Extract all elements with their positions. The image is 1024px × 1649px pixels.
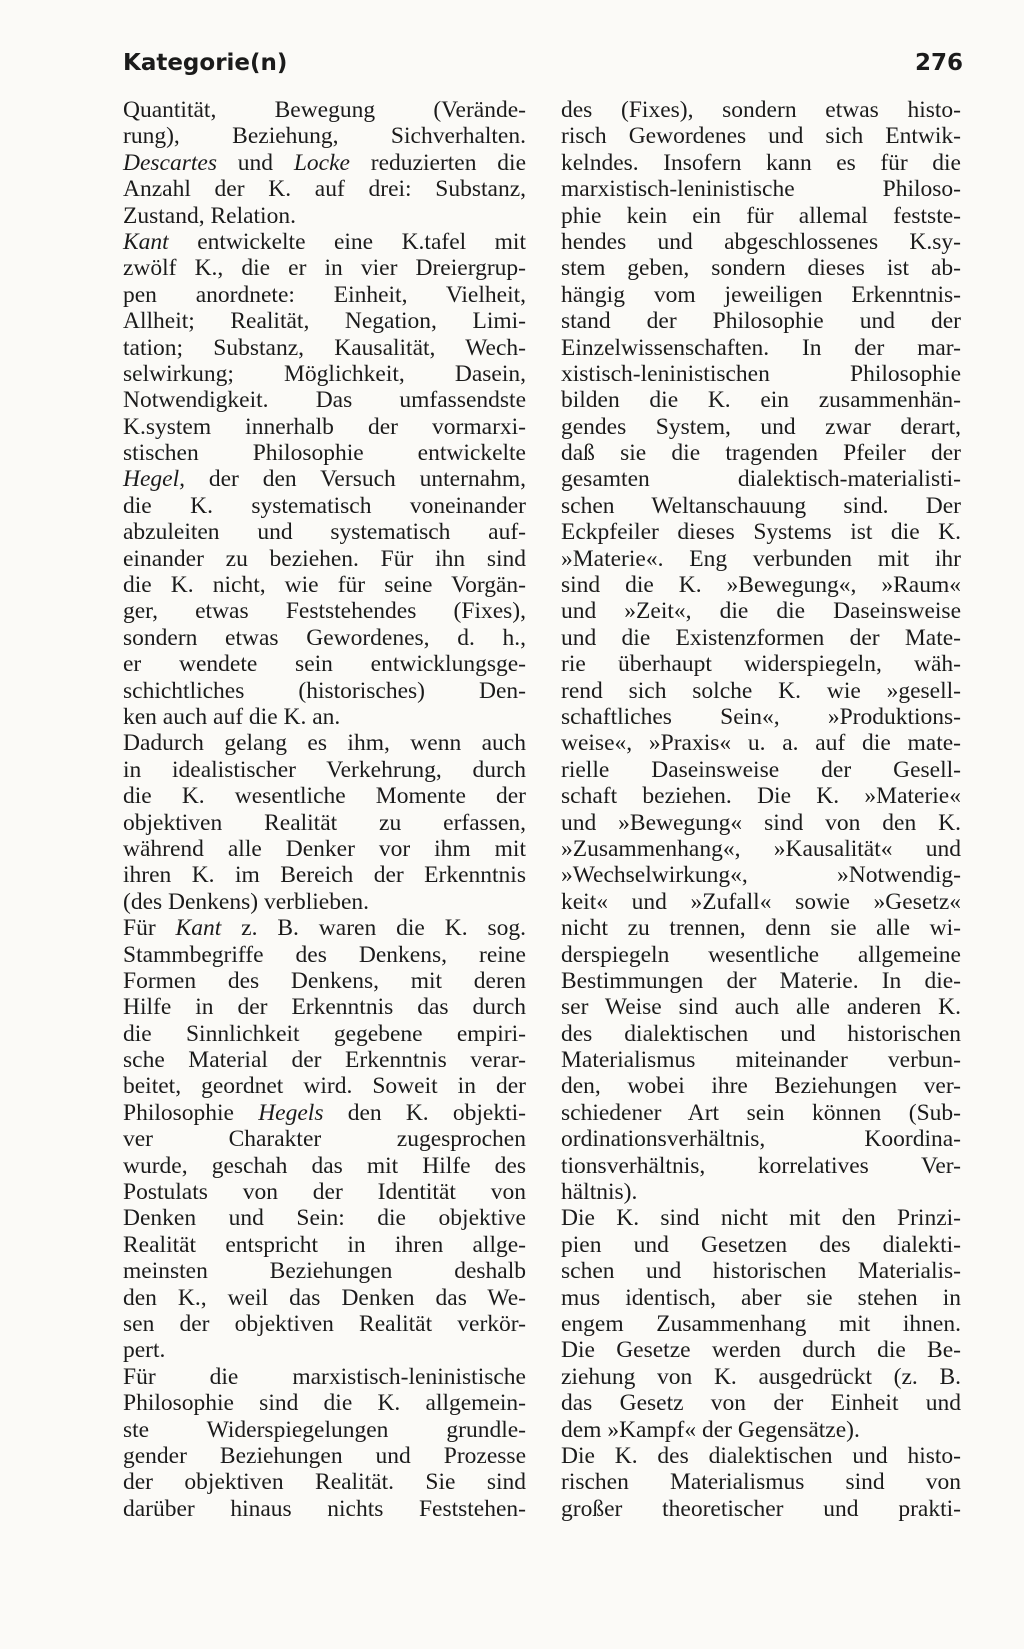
text-line: stand der Philosophie und der: [561, 308, 961, 335]
text-line: gendes System, und zwar derart,: [561, 413, 961, 440]
text-line: pert.: [123, 1337, 166, 1364]
text-run: Für: [123, 915, 176, 942]
text-line: ste Widerspiegelungen grundle-: [123, 1416, 526, 1443]
text-run: und: [216, 149, 294, 176]
text-line: darüber hinaus nichts Feststehen-: [123, 1495, 526, 1522]
text-line: dem »Kampf« der Gegensätze).: [561, 1416, 860, 1443]
italic-name: Kant: [175, 915, 222, 942]
text-line: Hilfe in der Erkenntnis das durch: [123, 994, 526, 1021]
text-line: Bestimmungen der Materie. In die-: [561, 967, 961, 994]
text-line: weise«, »Praxis« u. a. auf die mate-: [561, 730, 961, 757]
text-line: Quantität, Bewegung (Verände-: [123, 97, 526, 123]
text-line: sche Material der Erkenntnis verar-: [123, 1047, 526, 1074]
text-line: beitet, geordnet wird. Soweit in der: [123, 1073, 526, 1100]
text-line: schichtliches (historisches) Den-: [123, 677, 526, 704]
text-line: objektiven Realität zu erfassen,: [123, 809, 526, 836]
text-line: den, wobei ihre Beziehungen ver-: [561, 1073, 961, 1100]
text-line: Die K. sind nicht mit den Prinzi-: [561, 1205, 961, 1232]
page-number: 276: [914, 50, 963, 76]
text-line: rend sich solche K. wie »gesell-: [561, 677, 961, 704]
text-line: er wendete sein entwicklungsge-: [123, 651, 526, 678]
text-line: sind die K. »Bewegung«, »Raum«: [561, 572, 961, 599]
text-line: während alle Denker vor ihm mit: [123, 835, 526, 862]
text-line: die K. wesentliche Momente der: [123, 783, 526, 810]
text-line: und die Existenzformen der Mate-: [561, 624, 961, 651]
text-line: abzuleiten und systematisch auf-: [123, 519, 526, 546]
text-line: ver Charakter zugesprochen: [123, 1126, 526, 1153]
text-line: mus identisch, aber sie stehen in: [561, 1284, 961, 1311]
text-line: das Gesetz von der Einheit und: [561, 1390, 961, 1417]
text-line: kelndes. Insofern kann es für die: [561, 149, 961, 176]
text-line: stem geben, sondern dieses ist ab-: [561, 255, 961, 282]
text-line: ordinationsverhältnis, Koordina-: [561, 1126, 961, 1153]
text-line: xistisch-leninistischen Philosophie: [561, 360, 961, 387]
text-line: (des Denkens) verblieben.: [123, 888, 370, 915]
text-line: [123, 1100, 526, 1126]
text-line: ken auch auf die K. an.: [123, 703, 341, 730]
text-line: hendes und abgeschlossenes K.sy-: [561, 228, 961, 255]
text-line: keit« und »Zufall« sowie »Gesetz«: [561, 888, 961, 915]
text-line: [123, 466, 526, 492]
text-line: der objektiven Realität. Sie sind: [123, 1469, 526, 1496]
text-run: entwickelte eine K.tafel mit: [168, 228, 526, 255]
text-line: selwirkung; Möglichkeit, Dasein,: [123, 360, 526, 387]
text-line: großer theoretischer und prakti-: [561, 1495, 961, 1522]
text-line: rie überhaupt widerspiegeln, wäh-: [561, 651, 961, 678]
text-line: und »Bewegung« sind von den K.: [561, 809, 961, 836]
text-column-left: [123, 97, 526, 1522]
text-line: [123, 915, 526, 941]
text-line: ger, etwas Feststehendes (Fixes),: [123, 598, 526, 625]
text-line: Einzelwissenschaften. In der mar-: [561, 334, 961, 361]
text-line: Realität entspricht in ihren allge-: [123, 1231, 526, 1258]
italic-name: Hegel,: [123, 466, 185, 493]
text-run: reduzierten die: [349, 149, 526, 176]
text-line: »Wechselwirkung«, »Notwendig-: [561, 862, 961, 889]
text-line: Philosophie sind die K. allgemein-: [123, 1390, 526, 1417]
text-line: Allheit; Realität, Negation, Limi-: [123, 308, 526, 335]
text-column-right: [561, 97, 961, 1522]
text-line: rischen Materialismus sind von: [561, 1469, 961, 1496]
text-line: wurde, geschah das mit Hilfe des: [123, 1152, 526, 1179]
text-line: Anzahl der K. auf drei: Substanz,: [123, 176, 526, 203]
text-line: »Zusammenhang«, »Kausalität« und: [561, 835, 961, 862]
text-run: z. B. waren die K. sog.: [221, 915, 526, 942]
text-line: tionsverhältnis, korrelatives Ver-: [561, 1152, 961, 1179]
text-line: zwölf K., die er in vier Dreiergrup-: [123, 255, 526, 282]
text-line: des (Fixes), sondern etwas histo-: [561, 97, 961, 123]
entry-heading: Kategorie(n): [123, 50, 288, 76]
text-line: pen anordnete: Einheit, Vielheit,: [123, 281, 526, 308]
text-line: pien und Gesetzen des dialekti-: [561, 1231, 961, 1258]
text-line: in idealistischer Verkehrung, durch: [123, 756, 526, 783]
text-line: risch Gewordenes und sich Entwik-: [561, 123, 961, 150]
text-line: Zustand, Relation.: [123, 202, 296, 229]
text-line: Postulats von der Identität von: [123, 1179, 526, 1206]
text-line: K.system innerhalb der vormarxi-: [123, 413, 526, 440]
text-run: der den Versuch unternahm,: [185, 466, 526, 493]
text-line: Die K. des dialektischen und histo-: [561, 1442, 961, 1469]
text-line: Formen des Denkens, mit deren: [123, 967, 526, 994]
text-line: Stammbegriffe des Denkens, reine: [123, 941, 526, 968]
text-line: Denken und Sein: die objektive: [123, 1205, 526, 1232]
text-line: hängig vom jeweiligen Erkenntnis-: [561, 281, 961, 308]
text-line: ziehung von K. ausgedrückt (z. B.: [561, 1363, 961, 1390]
text-line: schen Weltanschauung sind. Der: [561, 492, 961, 519]
text-line: gender Beziehungen und Prozesse: [123, 1442, 526, 1469]
text-line: rung), Beziehung, Sichverhalten.: [123, 123, 526, 150]
text-line: ihren K. im Bereich der Erkenntnis: [123, 862, 526, 889]
text-line: die K. systematisch voneinander: [123, 492, 526, 519]
text-line: sen der objektiven Realität verkör-: [123, 1310, 526, 1337]
text-line: bilden die K. ein zusammenhän-: [561, 387, 961, 414]
text-line: phie kein ein für allemal festste-: [561, 202, 961, 229]
text-line: sondern etwas Gewordenes, d. h.,: [123, 624, 526, 651]
text-line: hältnis).: [561, 1179, 638, 1206]
text-line: den K., weil das Denken das We-: [123, 1284, 526, 1311]
text-line: schiedener Art sein können (Sub-: [561, 1099, 961, 1126]
italic-name: Hegels: [258, 1099, 324, 1126]
text-line: Für die marxistisch-leninistische: [123, 1363, 526, 1390]
text-line: Die Gesetze werden durch die Be-: [561, 1337, 961, 1364]
text-line: schen und historischen Materialis-: [561, 1258, 961, 1285]
text-line: Notwendigkeit. Das umfassendste: [123, 387, 526, 414]
text-line: [123, 229, 526, 255]
text-line: nicht zu trennen, denn sie alle wi-: [561, 915, 961, 942]
text-line: Materialismus miteinander verbun-: [561, 1047, 961, 1074]
page-header: [123, 44, 963, 84]
text-line: die Sinnlichkeit gegebene empiri-: [123, 1020, 526, 1047]
text-line: derspiegeln wesentliche allgemeine: [561, 941, 961, 968]
text-run: den K. objekti-: [323, 1099, 526, 1126]
text-line: »Materie«. Eng verbunden mit ihr: [561, 545, 961, 572]
text-line: gesamten dialektisch-materialisti-: [561, 466, 961, 493]
text-line: schaft beziehen. Die K. »Materie«: [561, 783, 961, 810]
text-line: des dialektischen und historischen: [561, 1020, 961, 1047]
text-line: stischen Philosophie entwickelte: [123, 440, 526, 467]
text-run: Philosophie: [123, 1099, 259, 1126]
text-line: Dadurch gelang es ihm, wenn auch: [123, 730, 526, 757]
text-line: tation; Substanz, Kausalität, Wech-: [123, 334, 526, 361]
text-line: Eckpfeiler dieses Systems ist die K.: [561, 519, 961, 546]
italic-name: Descartes: [123, 149, 217, 176]
text-line: rielle Daseinsweise der Gesell-: [561, 756, 961, 783]
text-line: und »Zeit«, die die Daseinsweise: [561, 598, 961, 625]
text-line: daß sie die tragenden Pfeiler der: [561, 440, 961, 467]
text-line: ser Weise sind auch alle anderen K.: [561, 994, 961, 1021]
text-line: engem Zusammenhang mit ihnen.: [561, 1310, 961, 1337]
text-line: einander zu beziehen. Für ihn sind: [123, 545, 526, 572]
italic-name: Locke: [293, 149, 350, 176]
text-line: schaftliches Sein«, »Produktions-: [561, 703, 961, 730]
text-line: meinsten Beziehungen deshalb: [123, 1258, 526, 1285]
text-line: marxistisch-leninistische Philoso-: [561, 176, 961, 203]
text-line: [123, 150, 526, 176]
italic-name: Kant: [123, 228, 169, 255]
text-line: die K. nicht, wie für seine Vorgän-: [123, 572, 526, 599]
